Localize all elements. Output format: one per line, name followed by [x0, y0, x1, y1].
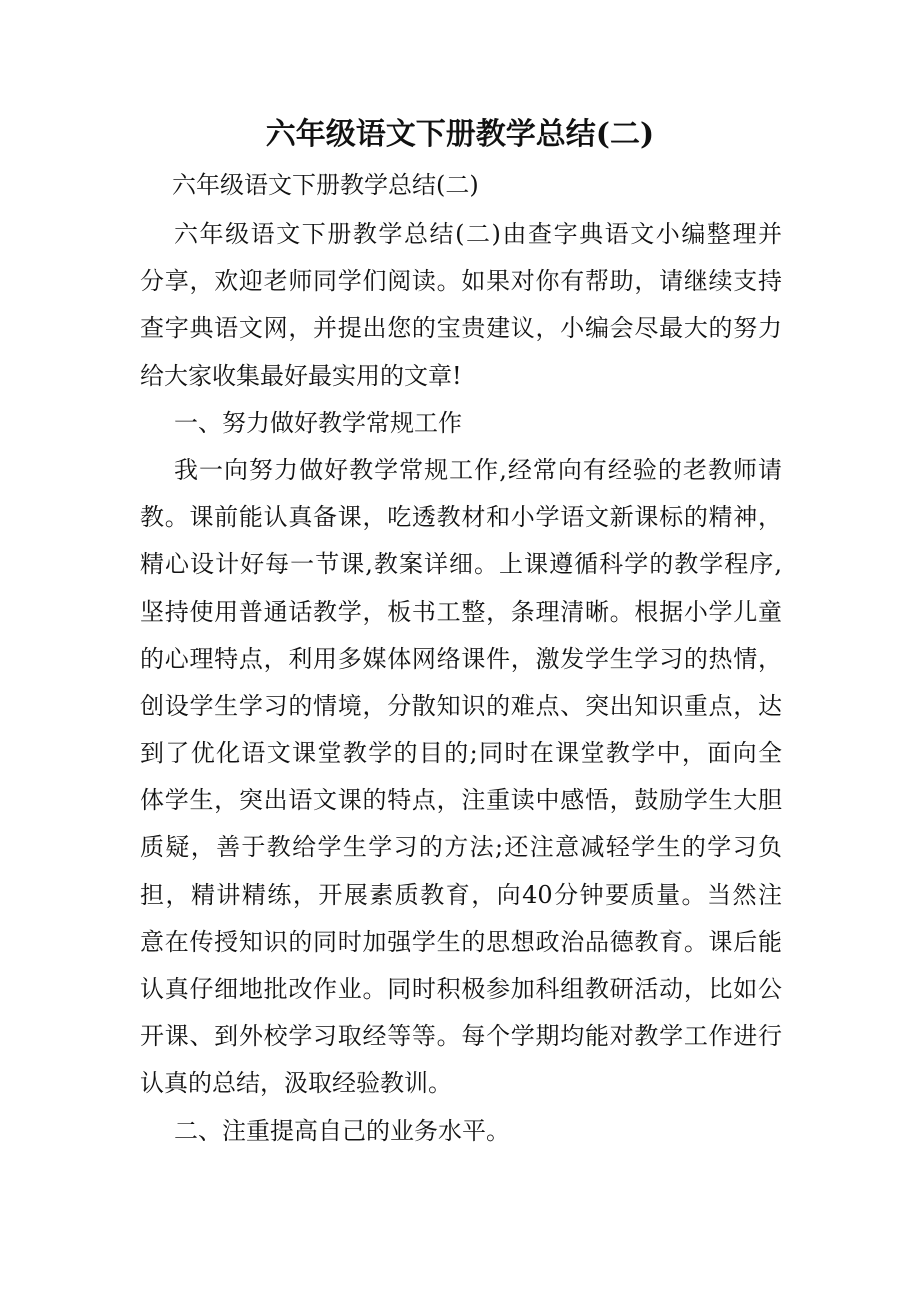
text-line: 认真的总结，汲取经验教训。	[140, 1069, 452, 1098]
text-line: 教。课前能认真备课，吃透教材和小学语文新课标的精神，	[140, 503, 782, 532]
text-line: 创设学生学习的情境，分散知识的难点、突出知识重点，达	[140, 691, 782, 720]
text-line: 体学生，突出语文课的特点，注重读中感悟，鼓励学生大胆	[140, 786, 782, 815]
text-line: 的心理特点，利用多媒体网络课件，激发学生学习的热情，	[140, 644, 782, 673]
text-line: 担，精讲精练，开展素质教育，向40分钟要质量。当然注	[140, 880, 782, 909]
text-line: 质疑，善于教给学生学习的方法;还注意减轻学生的学习负	[140, 833, 782, 862]
text-line: 查字典语文网，并提出您的宝贵建议，小编会尽最大的努力	[140, 314, 782, 343]
text-line: 开课、到外校学习取经等等。每个学期均能对教学工作进行	[140, 1022, 782, 1051]
document-title: 六年级语文下册教学总结(二)	[265, 117, 655, 152]
text-line: 一、努力做好教学常规工作	[174, 408, 462, 437]
text-line: 二、注重提高自己的业务水平。	[174, 1116, 510, 1145]
document-subtitle: 六年级语文下册教学总结(二)	[172, 171, 479, 199]
text-line: 意在传授知识的同时加强学生的思想政治品德教育。课后能	[140, 927, 782, 956]
text-line: 坚持使用普通话教学，板书工整，条理清晰。根据小学儿童	[140, 597, 782, 626]
text-line: 认真仔细地批改作业。同时积极参加科组教研活动，比如公	[140, 975, 782, 1003]
text-line: 六年级语文下册教学总结(二)由查字典语文小编整理并	[174, 220, 782, 248]
text-line: 我一向努力做好教学常规工作,经常向有经验的老教师请	[174, 455, 782, 484]
text-line: 给大家收集最好最实用的文章!	[140, 361, 462, 390]
text-line: 到了优化语文课堂教学的目的;同时在课堂教学中，面向全	[140, 739, 782, 768]
text-line: 分享，欢迎老师同学们阅读。如果对你有帮助，请继续支持	[140, 267, 782, 296]
text-line: 精心设计好每一节课,教案详细。上课遵循科学的教学程序,	[140, 550, 782, 579]
document-body	[140, 215, 782, 1159]
